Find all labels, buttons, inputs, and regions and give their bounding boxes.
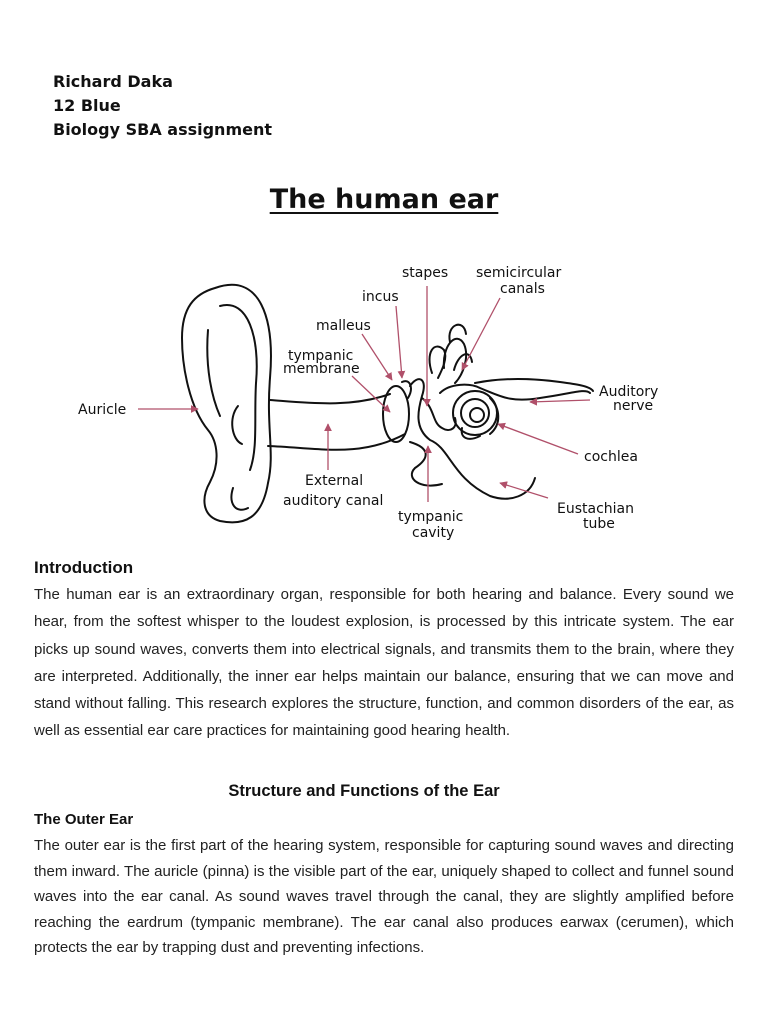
- label-auditory-nerve-1: Auditory: [599, 384, 659, 400]
- label-semicircular-1: semicircular: [476, 265, 562, 281]
- page-title: The human ear: [269, 184, 499, 215]
- ear-diagram: [70, 258, 700, 548]
- outer-ear-heading: The Outer Ear: [34, 811, 134, 828]
- author-name: Richard Daka: [53, 72, 173, 91]
- assignment-name: Biology SBA assignment: [53, 120, 273, 139]
- label-semicircular-2: canals: [500, 281, 545, 297]
- class-name: 12 Blue: [53, 96, 121, 115]
- middle-inner-ear-drawing: [383, 325, 593, 499]
- label-malleus: malleus: [316, 318, 371, 334]
- label-eustachian-2: tube: [583, 516, 615, 532]
- introduction-heading: Introduction: [34, 558, 134, 577]
- label-tympanic-cavity-2: cavity: [412, 525, 455, 541]
- ear-diagram-svg: [70, 258, 700, 548]
- label-cochlea: cochlea: [584, 449, 638, 465]
- label-auricle: Auricle: [78, 402, 127, 418]
- label-tympanic-membrane-1: tympanic: [288, 348, 354, 364]
- label-auditory-nerve-2: nerve: [613, 398, 654, 414]
- label-tympanic-membrane-2: membrane: [283, 361, 360, 377]
- label-external-canal-2: auditory canal: [283, 493, 384, 509]
- author-block: [53, 70, 272, 142]
- outer-ear-paragraph: The outer ear is the first part of the hearing system, responsible for capturing sound waves and directing them inward. The auricle (pinna) is the visible part of the ear, uniquely shaped to collect and funnel sound waves into the ear canal. As sound waves travel through the canal, they are slightly amplified before reaching the eardrum (tympanic membrane). The ear canal also produces earwax (cerumen), which protects the ear by trapping dust and preventing infections.: [34, 837, 734, 956]
- label-incus: incus: [362, 289, 399, 305]
- label-eustachian-1: Eustachian: [557, 501, 634, 517]
- label-tympanic-cavity-1: tympanic: [398, 509, 464, 525]
- structure-heading: Structure and Functions of the Ear: [228, 782, 500, 800]
- label-stapes: stapes: [402, 265, 449, 281]
- introduction-paragraph: The human ear is an extraordinary organ, responsible for both hearing and balance. Every sound we hear, from the softest whisper to the loudest explosion, is processed by this intricate system. The ear picks up sound waves, converts them into electrical signals, and transmits them to the brain, where they are interpreted. Additionally, the inner ear helps maintain our balance, ensuring that we can move and stand without falling. This research explores the structure, function, and common disorders of the ear, as well as essential ear care practices for maintaining good hearing health.: [34, 586, 734, 740]
- auricle-drawing: [182, 285, 271, 523]
- label-external-canal-1: External: [305, 473, 364, 489]
